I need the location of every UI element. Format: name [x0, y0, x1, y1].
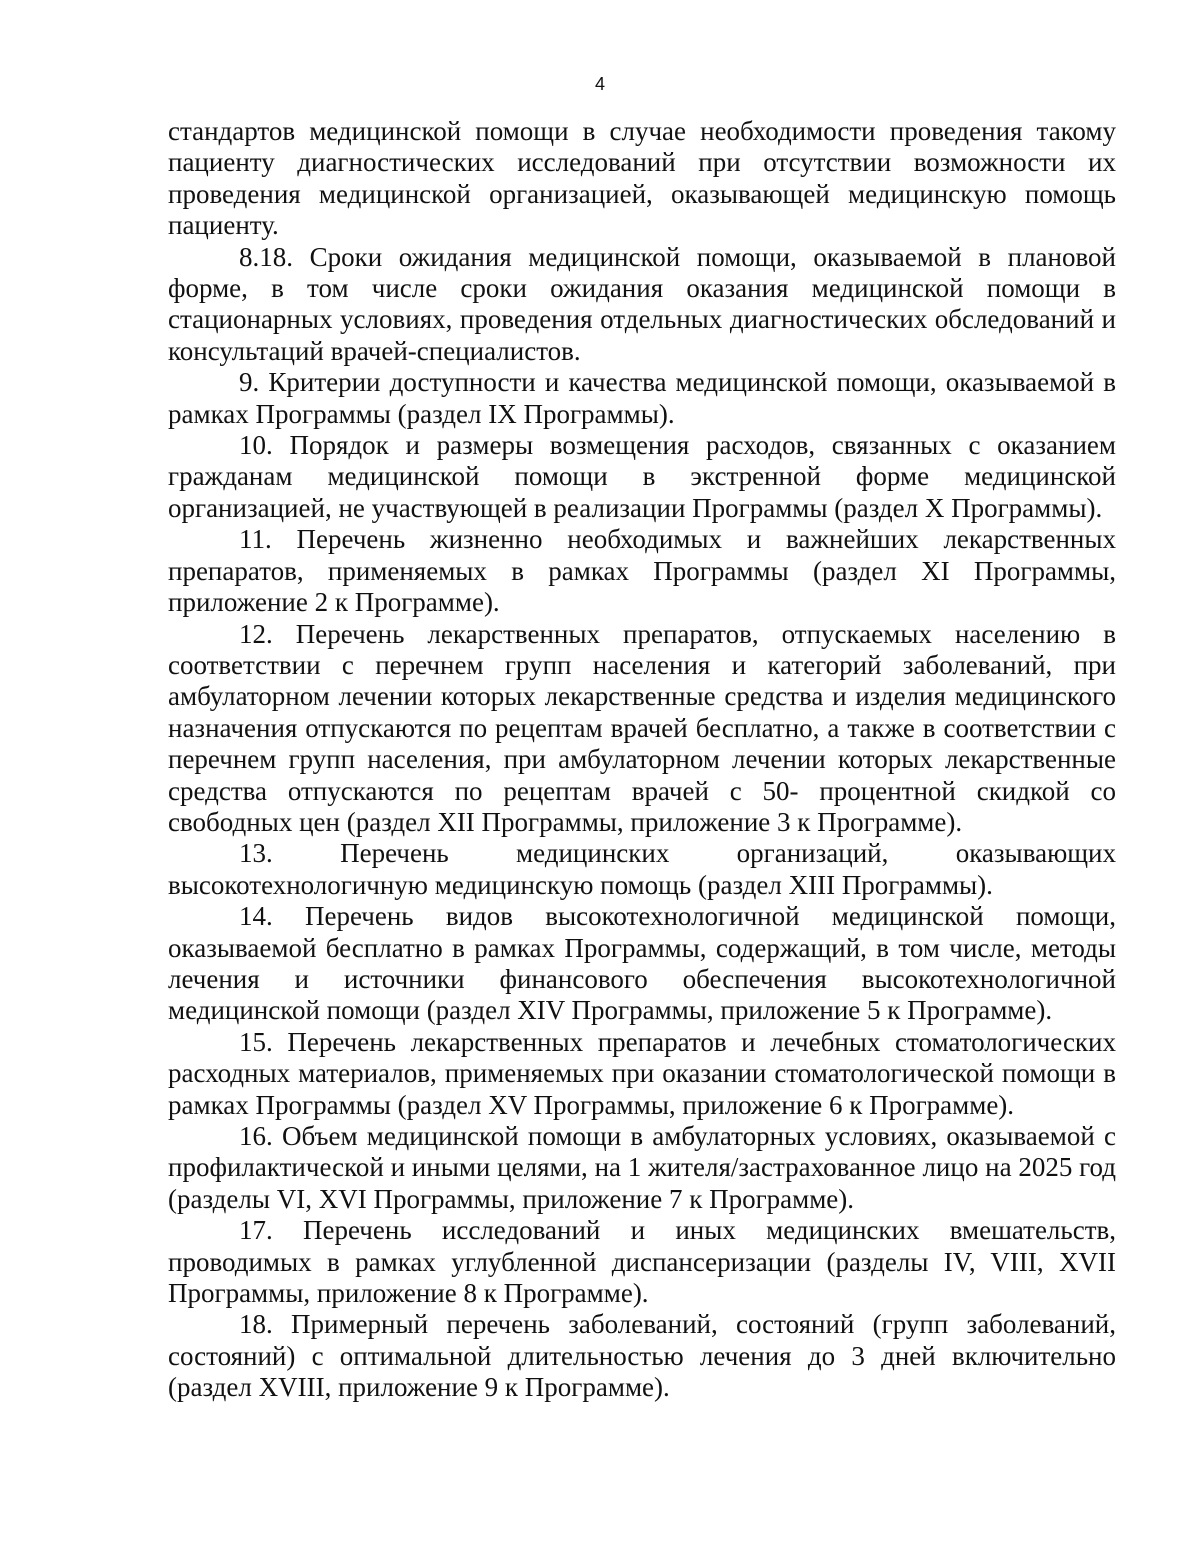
- paragraph-item-18: 18. Примерный перечень заболеваний, состояний (групп заболеваний, состояний) с оптимальной длительностью лечения до 3 дней включительно (раздел XVIII, приложение 9 к Программе).: [168, 1309, 1116, 1403]
- paragraph-item-10: 10. Порядок и размеры возмещения расходов, связанных с оказанием гражданам медицинской помощи в экстренной форме медицинской организацией, не участвующей в реализации Программы (раздел X Программы).: [168, 430, 1116, 523]
- paragraph-item-11: 11. Перечень жизненно необходимых и важнейших лекарственных препаратов, применяемых в рамках Программы (раздел XI Программы, приложение 2 к Программе).: [168, 524, 1116, 618]
- page-number: 4: [594, 74, 605, 94]
- paragraph-continuation: стандартов медицинской помощи в случае необходимости проведения такому пациенту диагностических исследований при отсутствии возможности их проведения медицинской организацией, оказывающей медицинскую помощь пациенту.: [168, 116, 1116, 241]
- paragraph-item-8-18: 8.18. Сроки ожидания медицинской помощи, оказываемой в плановой форме, в том числе сроки ожидания оказания медицинской помощи в стационарных условиях, проведения отдельных диагностических обследований и консультаций врачей-специалистов.: [168, 241, 1116, 366]
- paragraph-item-16: 16. Объем медицинской помощи в амбулаторных условиях, оказываемой с профилактической и иными целями, на 1 жителя/застрахованное лицо на 2025 год (разделы VI, XVI Программы, приложение 7 к Программе).: [168, 1121, 1116, 1214]
- paragraph-item-17: 17. Перечень исследований и иных медицинских вмешательств, проводимых в рамках углубленной диспансеризации (разделы IV, VIII, XVII Программы, приложение 8 к Программе).: [168, 1215, 1116, 1309]
- document-body: [168, 116, 1116, 1404]
- paragraph-item-15: 15. Перечень лекарственных препаратов и лечебных стоматологических расходных материалов, применяемых при оказании стоматологической помощи в рамках Программы (раздел XV Программы, приложение 6 к Программе).: [168, 1026, 1116, 1120]
- paragraph-item-13: 13. Перечень медицинских организаций, оказывающих высокотехнологичную медицинскую помощь (раздел XIII Программы).: [168, 838, 1116, 900]
- paragraph-item-9: 9. Критерии доступности и качества медицинской помощи, оказываемой в рамках Программы (раздел IX Программы).: [168, 367, 1116, 429]
- paragraph-item-12: 12. Перечень лекарственных препаратов, отпускаемых населению в соответствии с перечнем групп населения и категорий заболеваний, при амбулаторном лечении которых лекарственные средства и изделия медицинского назначения отпускаются по рецептам врачей бесплатно, а также в соответствии с перечнем групп населения, при амбулаторном лечении которых лекарственные средства отпускаются по рецептам врачей с 50- процентной скидкой со свободных цен (раздел XII Программы, приложение 3 к Программе).: [168, 618, 1116, 837]
- paragraph-item-14: 14. Перечень видов высокотехнологичной медицинской помощи, оказываемой бесплатно в рамках Программы, содержащий, в том числе, методы лечения и источники финансового обеспечения высокотехнологичной медицинской помощи (раздел XIV Программы, приложение 5 к Программе).: [168, 901, 1116, 1026]
